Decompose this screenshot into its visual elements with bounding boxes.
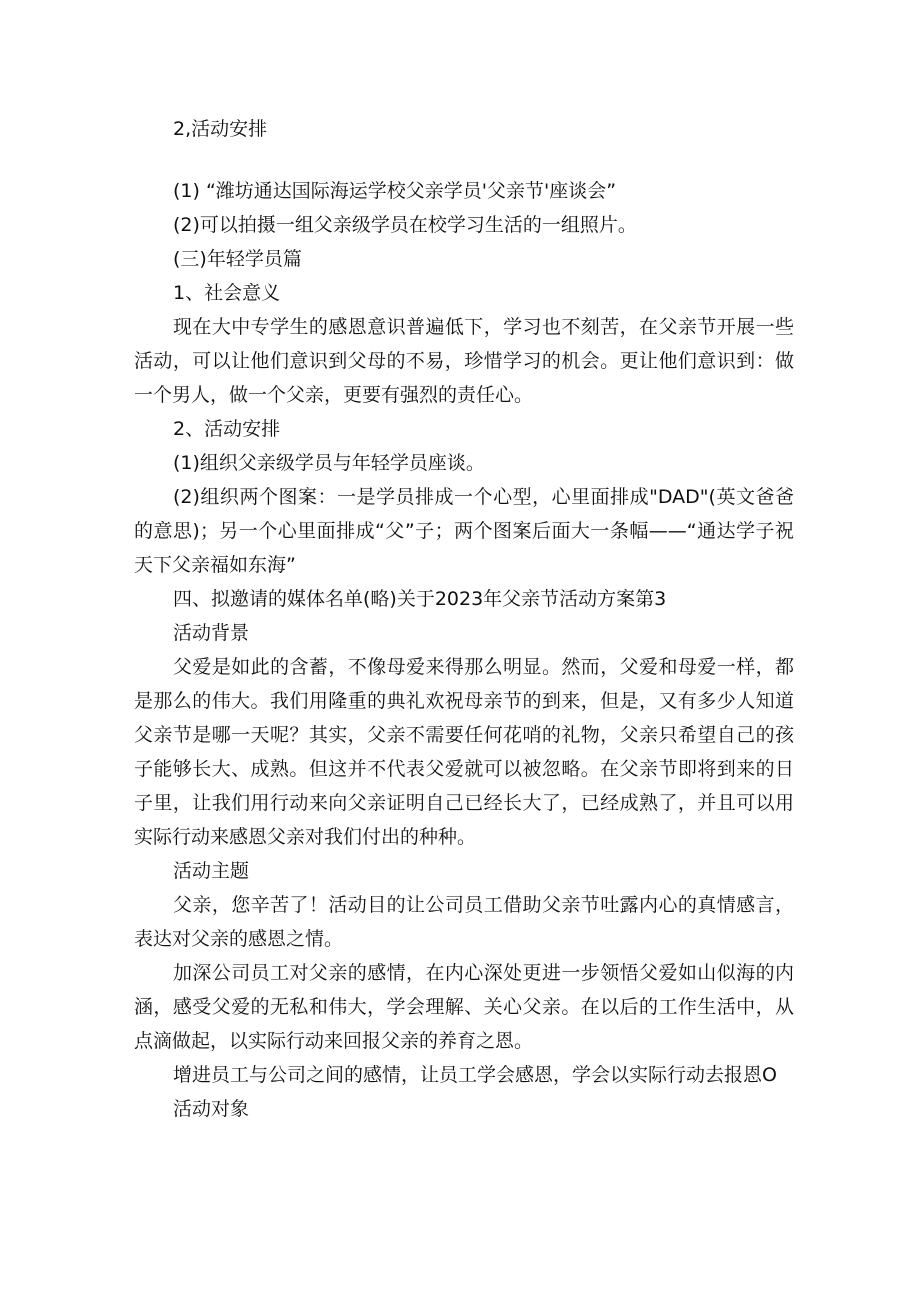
section-heading-theme: 活动主题 [173, 860, 250, 882]
body-paragraph: 增进员工与公司之间的感情，让员工学会感恩，学会以实际行动去报恩O [173, 1064, 777, 1086]
list-item: (1)组织父亲级学员与年轻学员座谈。 [173, 452, 485, 474]
list-item: (1) “潍坊通达国际海运学校父亲学员'父亲节'座谈会” [173, 180, 617, 202]
body-paragraph: 现在大中专学生的感恩意识普遍低下，学习也不刻苦，在父亲节开展一些活动，可以让他们意识到父母的不易，珍惜学习的机会。更让他们意识到：做一个男人，做一个父亲，更要有强烈的责任心。 [134, 316, 794, 406]
document-body [134, 112, 794, 1126]
body-paragraph: 加深公司员工对父亲的感情，在内心深处更进一步领悟父爱如山似海的内涵，感受父爱的无私和伟大，学会理解、关心父亲。在以后的工作生活中，从点滴做起，以实际行动来回报父亲的养育之恩。 [134, 962, 794, 1052]
section-heading-young-students: (三)年轻学员篇 [173, 248, 302, 270]
section-heading-activity-arrangement-2: 2、活动安排 [173, 418, 281, 440]
section-heading-social-meaning: 1、社会意义 [173, 282, 281, 304]
section-heading-audience: 活动对象 [173, 1098, 250, 1120]
list-item: (2)可以拍摄一组父亲级学员在校学习生活的一组照片。 [173, 214, 637, 236]
list-item: (2)组织两个图案：一是学员排成一个心型，心里面排成"DAD"(英文爸爸的意思)；另一个心里面排成“父”子；两个图案后面大一条幅——“通达学子祝天下父亲福如东海” [134, 486, 794, 576]
body-paragraph: 父爱是如此的含蓄，不像母爱来得那么明显。然而，父爱和母爱一样，都是那么的伟大。我们用隆重的典礼欢祝母亲节的到来，但是，又有多少人知道父亲节是哪一天呢？其实，父亲不需要任何花哨的礼物，父亲只希望自己的孩子能够长大、成熟。但这并不代表父爱就可以被忽略。在父亲节即将到来的日子里，让我们用行动来向父亲证明自己已经长大了，已经成熟了，并且可以用实际行动来感恩父亲对我们付出的种种。 [134, 656, 794, 848]
body-paragraph: 父亲，您辛苦了！活动目的让公司员工借助父亲节吐露内心的真情感言，表达对父亲的感恩之情。 [134, 894, 794, 950]
section-heading-media-list: 四、拟邀请的媒体名单(略)关于2023年父亲节活动方案第3 [173, 588, 667, 610]
section-heading-background: 活动背景 [173, 622, 250, 644]
section-heading-activity-arrangement: 2,活动安排 [173, 118, 268, 140]
